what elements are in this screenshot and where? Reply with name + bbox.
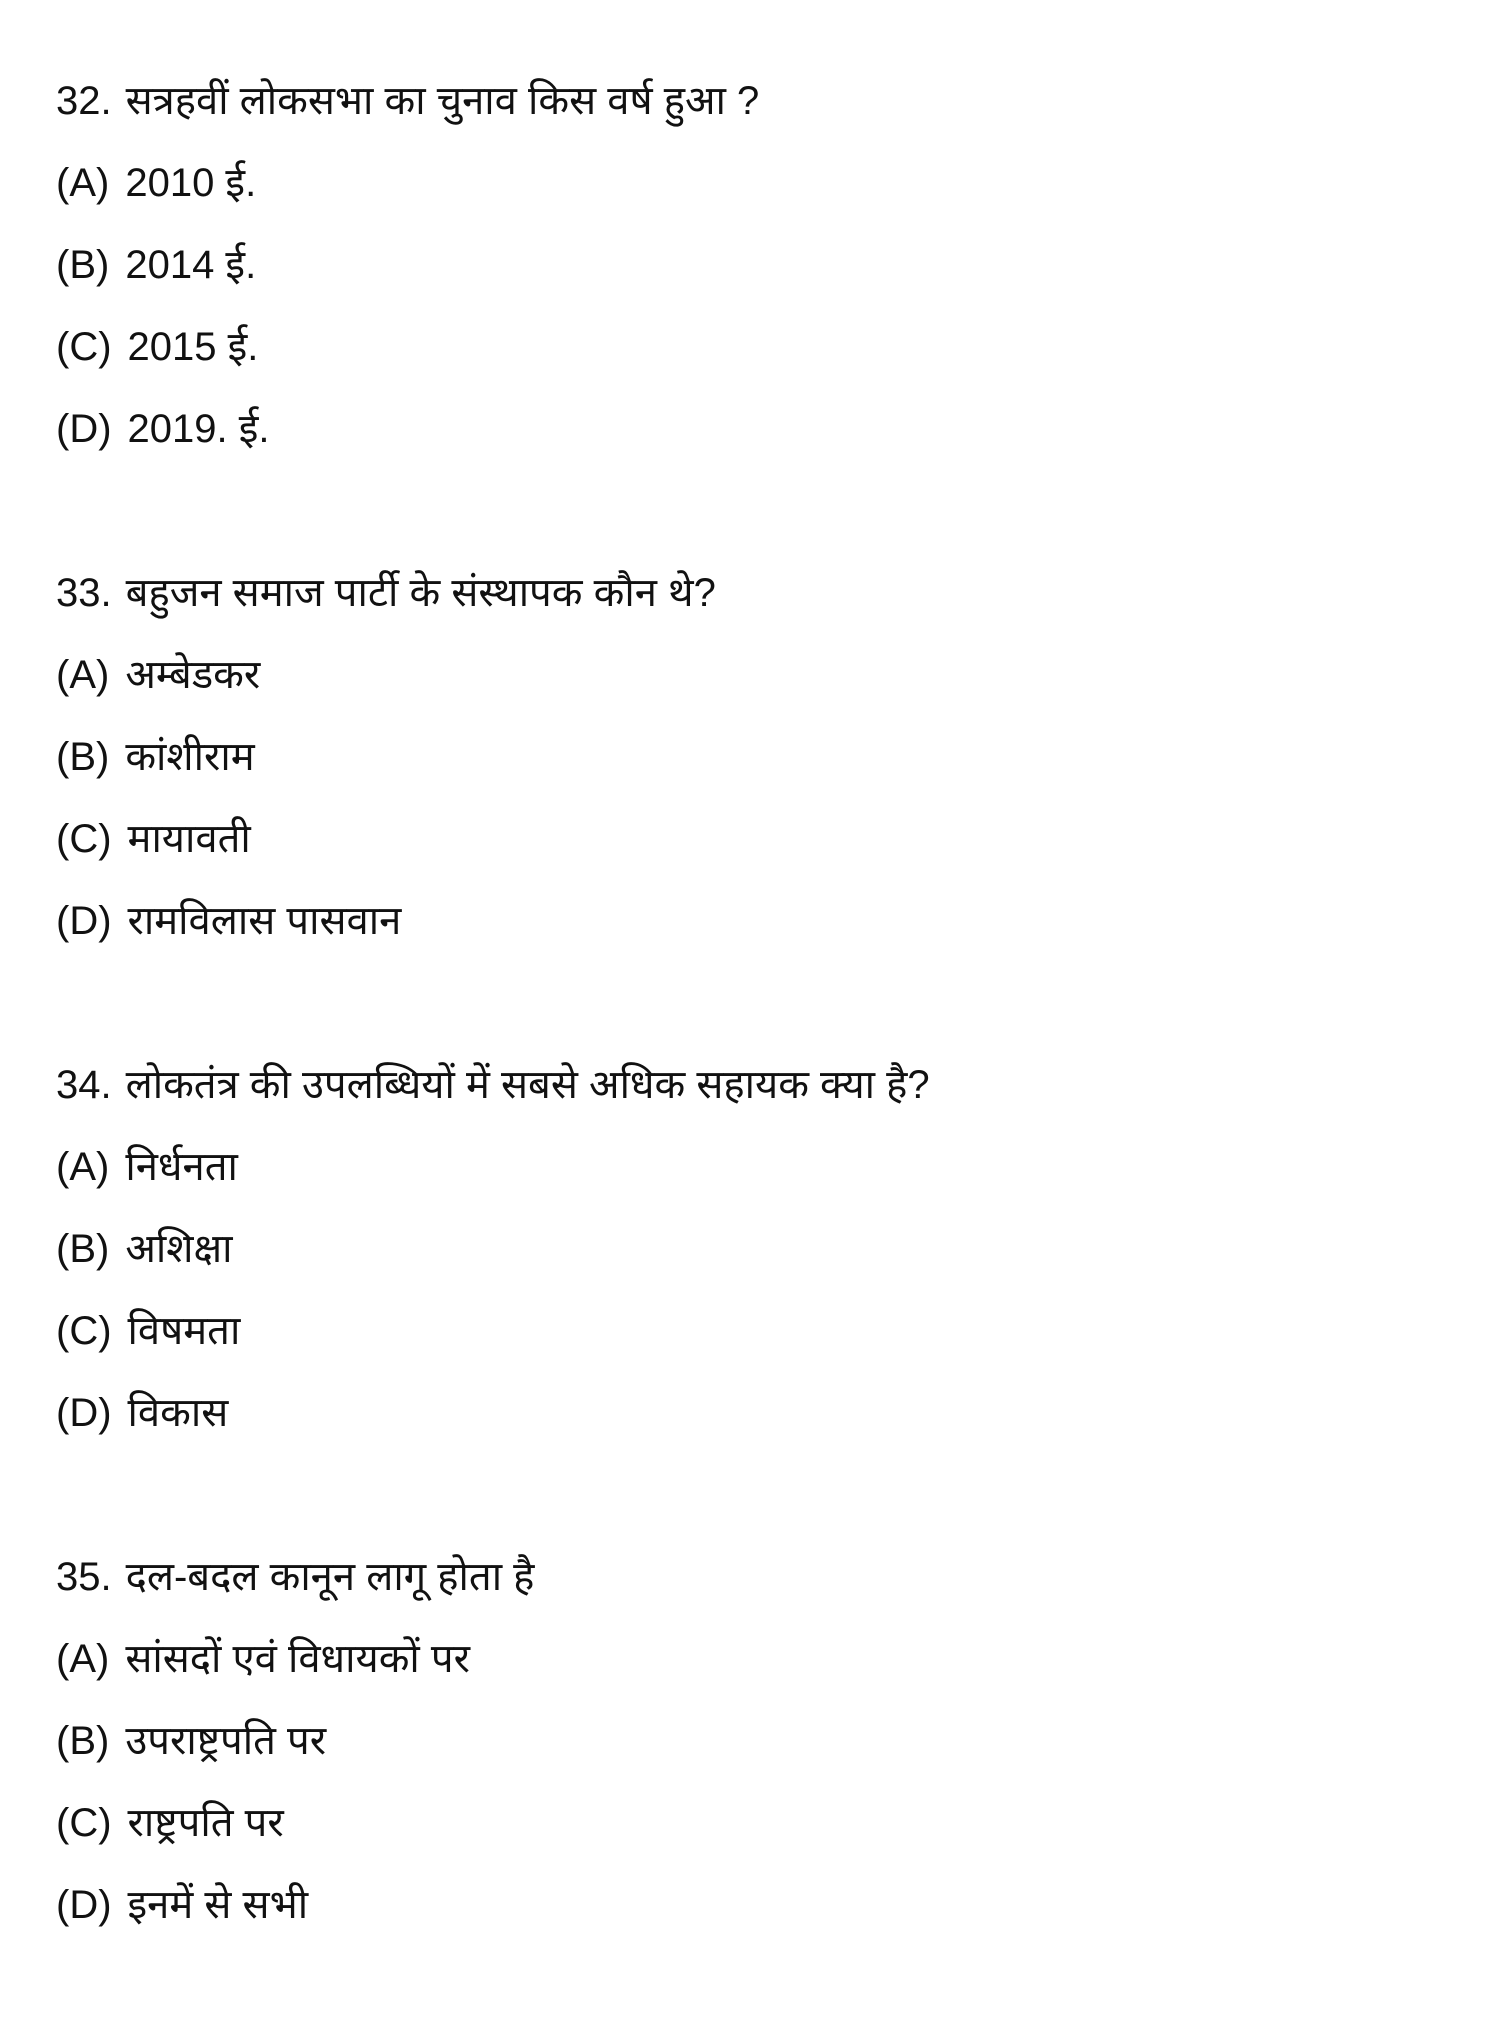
option-label: (D) <box>56 1391 112 1435</box>
option-text: विषमता <box>127 1309 241 1353</box>
question-sheet <box>56 60 930 2028</box>
option-text: मायावती <box>127 817 251 861</box>
option-b <box>56 224 930 306</box>
option-d <box>56 1864 930 1946</box>
option-text: उपराष्ट्रपति पर <box>125 1719 327 1763</box>
option-d <box>56 1372 930 1454</box>
option-label: (B) <box>56 735 110 779</box>
option-label: (A) <box>56 653 110 697</box>
option-label: (B) <box>56 243 110 287</box>
option-c <box>56 1782 930 1864</box>
option-text: 2014 ई. <box>125 243 257 287</box>
option-text: 2010 ई. <box>125 161 257 205</box>
question-stem: सत्रहवीं लोकसभा का चुनाव किस वर्ष हुआ ? <box>125 79 760 123</box>
option-a <box>56 1618 930 1700</box>
question-number: 34. <box>56 1063 112 1107</box>
option-text: अम्बेडकर <box>125 653 261 697</box>
option-label: (C) <box>56 325 112 369</box>
option-label: (D) <box>56 407 112 451</box>
option-label: (C) <box>56 1801 112 1845</box>
option-text: 2015 ई. <box>127 325 259 369</box>
option-label: (A) <box>56 1145 110 1189</box>
option-text: विकास <box>127 1391 229 1435</box>
question-stem: दल-बदल कानून लागू होता है <box>125 1555 535 1599</box>
option-b <box>56 1208 930 1290</box>
option-c <box>56 1290 930 1372</box>
question-stem: लोकतंत्र की उपलब्धियों में सबसे अधिक सहायक क्या है? <box>125 1063 930 1107</box>
option-a <box>56 142 930 224</box>
option-b <box>56 716 930 798</box>
question-text <box>56 1536 930 1618</box>
question-text <box>56 1044 930 1126</box>
question-32 <box>56 60 930 470</box>
option-label: (C) <box>56 817 112 861</box>
option-text: कांशीराम <box>125 735 255 779</box>
question-number: 35. <box>56 1555 112 1599</box>
question-number: 33. <box>56 571 112 615</box>
question-stem: बहुजन समाज पार्टी के संस्थापक कौन थे? <box>125 571 716 615</box>
question-33 <box>56 552 930 962</box>
option-text: रामविलास पासवान <box>127 899 402 943</box>
option-label: (D) <box>56 899 112 943</box>
question-number: 32. <box>56 79 112 123</box>
option-label: (B) <box>56 1719 110 1763</box>
question-35 <box>56 1536 930 1946</box>
option-c <box>56 306 930 388</box>
option-label: (D) <box>56 1883 112 1927</box>
option-text: 2019. ई. <box>127 407 270 451</box>
question-text <box>56 552 930 634</box>
option-text: सांसदों एवं विधायकों पर <box>125 1637 470 1681</box>
question-34 <box>56 1044 930 1454</box>
option-text: निर्धनता <box>125 1145 238 1189</box>
option-label: (C) <box>56 1309 112 1353</box>
option-a <box>56 634 930 716</box>
option-a <box>56 1126 930 1208</box>
option-text: इनमें से सभी <box>127 1883 309 1927</box>
option-b <box>56 1700 930 1782</box>
option-d <box>56 880 930 962</box>
option-c <box>56 798 930 880</box>
option-label: (B) <box>56 1227 110 1271</box>
option-label: (A) <box>56 161 110 205</box>
option-text: राष्ट्रपति पर <box>127 1801 284 1845</box>
option-label: (A) <box>56 1637 110 1681</box>
option-d <box>56 388 930 470</box>
option-text: अशिक्षा <box>125 1227 233 1271</box>
question-text <box>56 60 930 142</box>
